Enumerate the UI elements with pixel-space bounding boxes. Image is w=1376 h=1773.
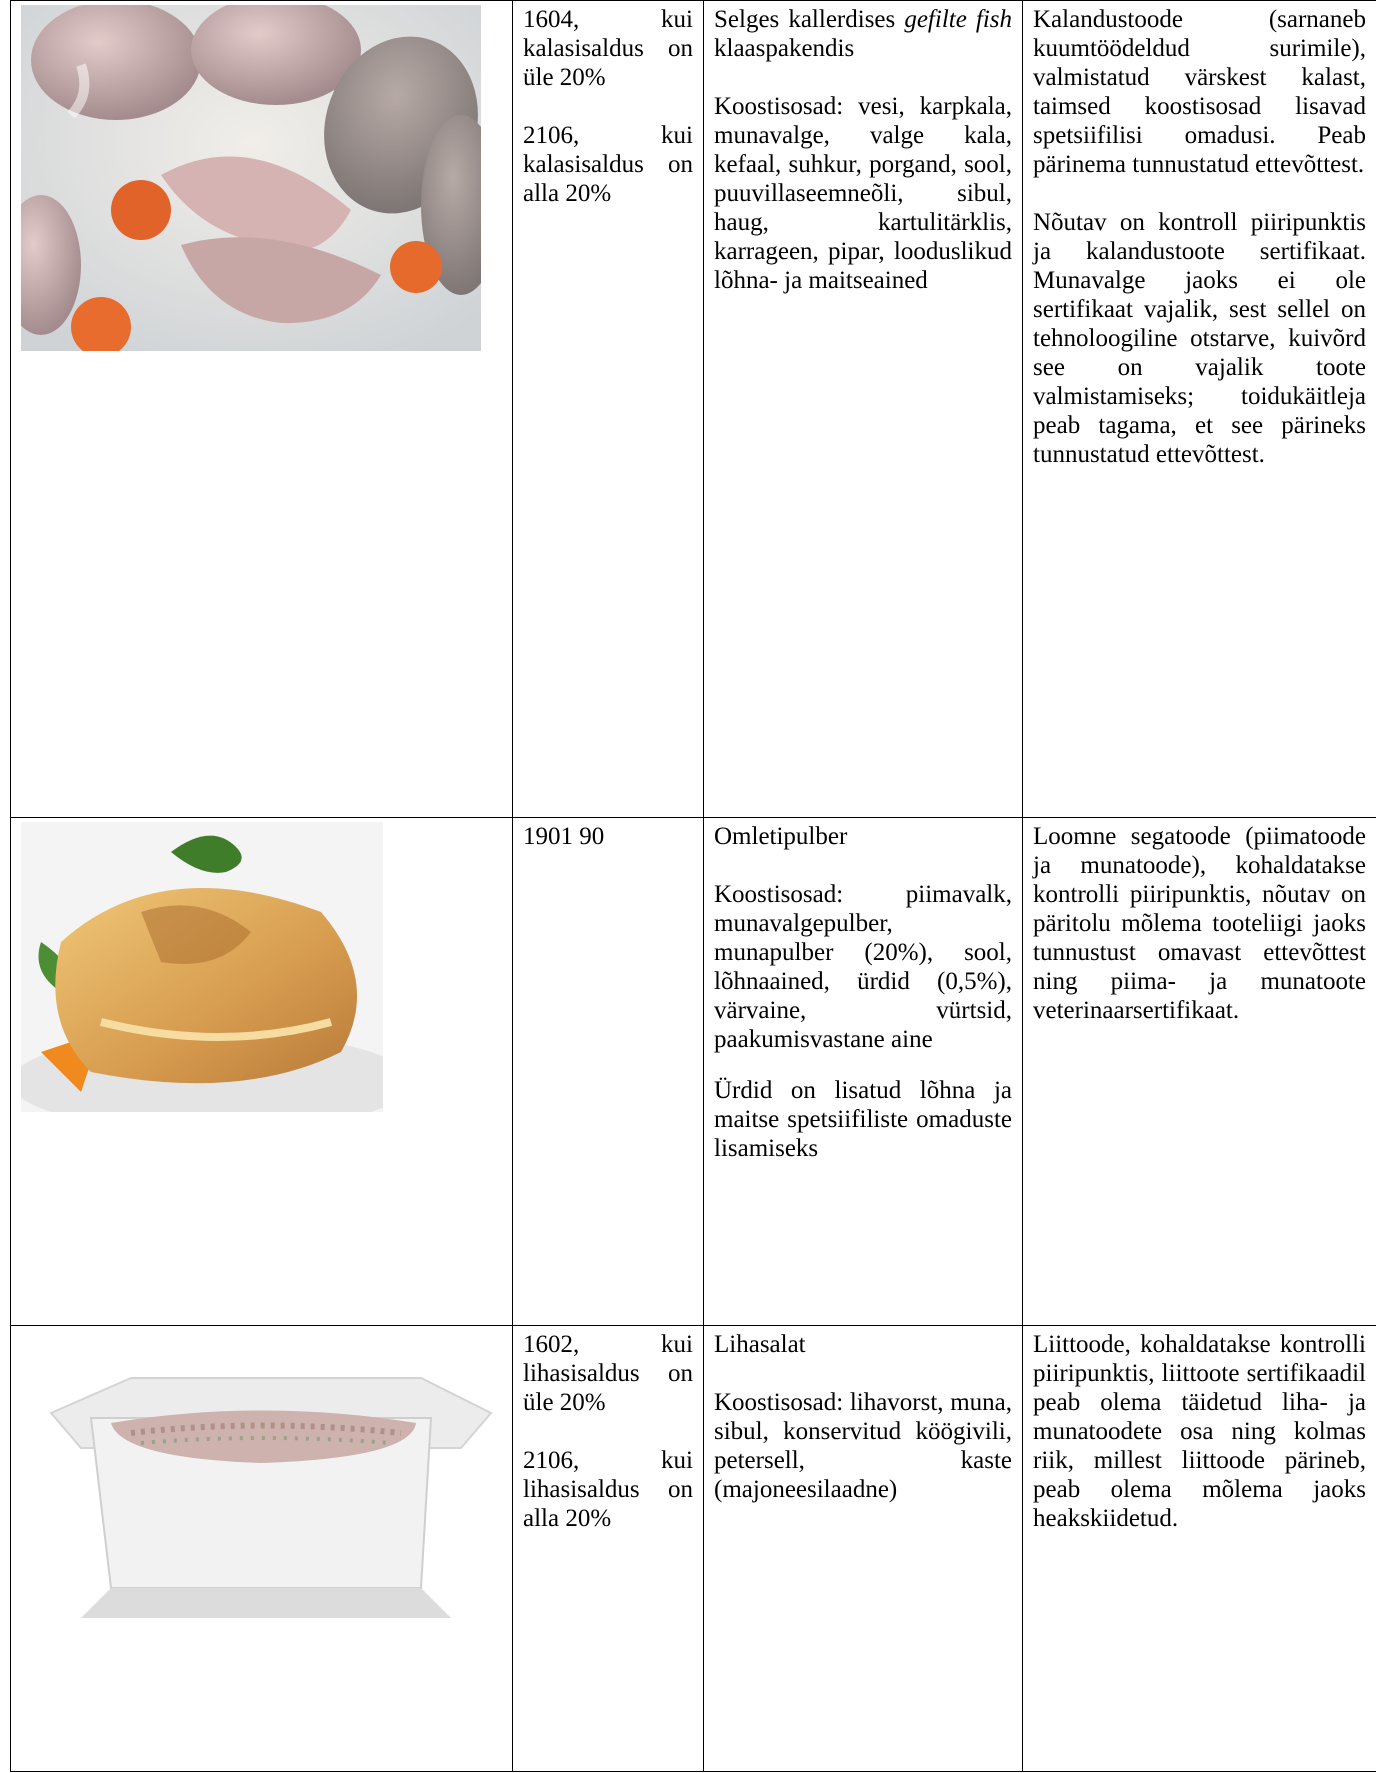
- code-text: 2106, kui kalasisaldus on alla 20%: [523, 122, 693, 207]
- product-image-cell: [11, 1, 513, 818]
- requirements-text: Liittoode, kohaldatakse kontrolli piiripunktis, liittoote sertifikaadil peab olema täidetud liha- ja munatoodete osa ning kolmas riik, millest liittoode pärineb, peab olema mõlema jaoks heakskiidetud.: [1033, 1331, 1366, 1532]
- table-row: [11, 818, 1376, 1326]
- code-text: 1602, kui lihasisaldus on üle 20%: [523, 1331, 693, 1416]
- ingredients-text: Koostisosad: lihavorst, muna, sibul, konservitud köögivili, petersell, kaste (majoneesilaadne): [714, 1389, 1012, 1503]
- description-cell: [704, 1326, 1023, 1772]
- description-line: Selges kallerdises: [714, 6, 896, 33]
- requirements-cell: [1023, 1326, 1376, 1772]
- table-row: [11, 1, 1376, 818]
- description-italic: gefilte fish: [904, 6, 1012, 33]
- code-cell: [513, 818, 704, 1326]
- code-text: 1604, kui kalasisaldus on üle 20%: [523, 6, 693, 91]
- requirements-cell: [1023, 818, 1376, 1326]
- product-table: [10, 0, 1376, 1772]
- description-cell: [704, 818, 1023, 1326]
- requirements-text: Kalandustoode (sarnaneb kuumtöödeldud surimile), valmistatud värskest kalast, taimsed koostisosad lisavad spetsiifilisi omadusi. Peab pärinema tunnustatud ettevõttest.: [1033, 6, 1366, 178]
- code-text: 1901 90: [523, 823, 605, 850]
- requirements-text: Nõutav on kontroll piiripunktis ja kalandustoote sertifikaat. Munavalge jaoks ei ole sertifikaat vajalik, sest sellel on tehnoloogiline otstarve, kuivõrd see on vajalik toote valmistamiseks; toidukäitleja peab tagama, et see pärineks tunnustatud ettevõttest.: [1033, 209, 1366, 468]
- code-text: 2106, kui lihasisaldus on alla 20%: [523, 1447, 693, 1532]
- product-image-cell: [11, 1326, 513, 1772]
- ingredients-text: Koostisosad: vesi, karpkala, munavalge, valge kala, kefaal, suhkur, porgand, sool, puuvillaseemneõli, sibul, haug, kartulitärklis, karrageen, pipar, looduslikud lõhna- ja maitseained: [714, 93, 1012, 294]
- description-title: Omletipulber: [714, 823, 848, 850]
- description-text: [714, 5, 1012, 63]
- description-title: Lihasalat: [714, 1331, 806, 1358]
- code-cell: [513, 1326, 704, 1772]
- description-cell: [704, 1, 1023, 818]
- omelette-photo: [21, 822, 383, 1112]
- description-line: klaaspakendis: [714, 35, 855, 62]
- meat-salad-photo: [21, 1338, 507, 1638]
- note-text: Ürdid on lisatud lõhna ja maitse spetsiifiliste omaduste lisamiseks: [714, 1077, 1012, 1162]
- product-image-cell: [11, 818, 513, 1326]
- ingredients-text: Koostisosad: piimavalk, munavalgepulber, munapulber (20%), sool, lõhnaained, ürdid (0,5%), värvaine, vürtsid, paakumisvastane aine: [714, 881, 1012, 1053]
- code-cell: [513, 1, 704, 818]
- requirements-text: Loomne segatoode (piimatoode ja munatoode), kohaldatakse kontrolli piiripunktis, nõutav on päritolu mõlema tooteliigi jaoks tunnustust omavast ettevõttest ning piima- ja munatoote veterinaarsertifikaat.: [1033, 823, 1366, 1024]
- gefilte-fish-photo: [21, 5, 481, 351]
- requirements-cell: [1023, 1, 1376, 818]
- table-row: [11, 1326, 1376, 1772]
